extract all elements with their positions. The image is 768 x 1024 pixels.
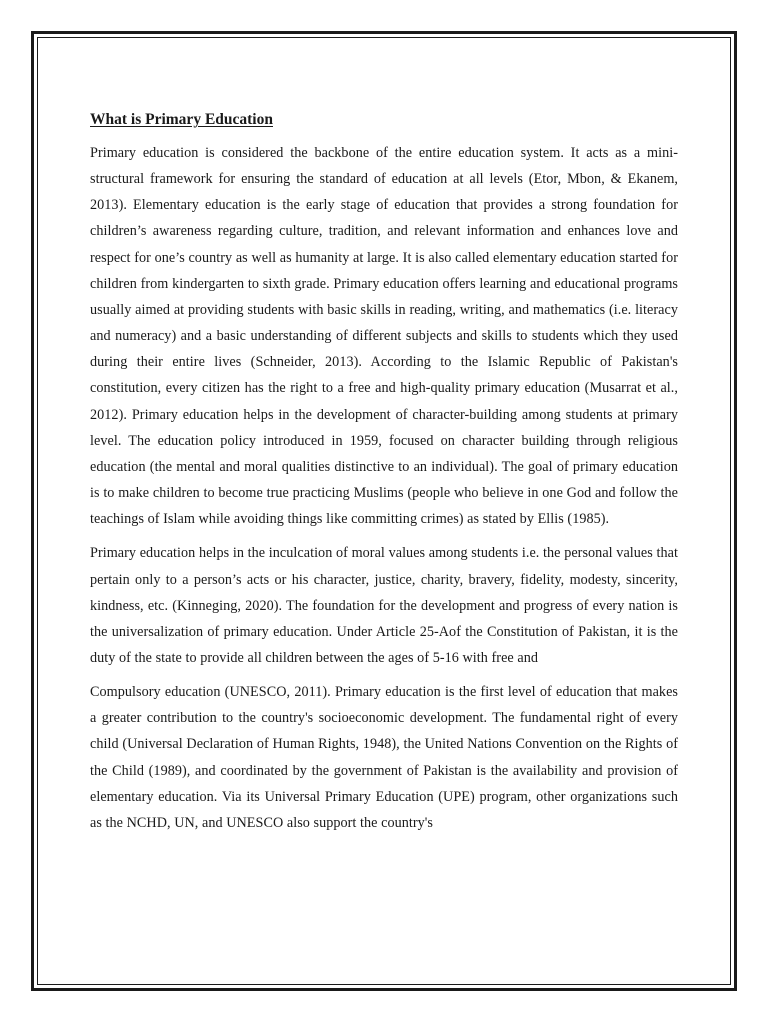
document-body [90,108,678,836]
document-title: What is Primary Education [90,111,273,128]
paragraph-3: Compulsory education (UNESCO, 2011). Primary education is the first level of education that makes a greater contribution to the country's socioeconomic development. The fundamental right of every child (Universal Declaration of Human Rights, 1948), the United Nations Convention on the Rights of the Child (1989), and coordinated by the government of Pakistan is the availability and provision of elementary education. Via its Universal Primary Education (UPE) program, other organizations such as the NCHD, UN, and UNESCO also support the country's [90,684,678,831]
paragraph-2: Primary education helps in the inculcation of moral values among students i.e. the personal values that pertain only to a person’s acts or his character, justice, charity, bravery, fidelity, modesty, sincerity, kindness, etc. (Kinneging, 2020). The foundation for the development and progress of every nation is the universalization of primary education. Under Article 25-Aof the Constitution of Pakistan, it is the duty of the state to provide all children between the ages of 5-16 with free and [90,545,678,666]
paragraph-1: Primary education is considered the backbone of the entire education system. It acts as a mini-structural framework for ensuring the standard of education at all levels (Etor, Mbon, & Ekanem, 2013). Elementary education is the early stage of education that provides a strong foundation for children’s awareness regarding culture, tradition, and relevant information and enhances love and respect for one’s country as well as humanity at large. It is also called elementary education started for children from kindergarten to sixth grade. Primary education offers learning and educational programs usually aimed at providing students with basic skills in reading, writing, and mathematics (i.e. literacy and numeracy) and a basic understanding of different subjects and skills to students which they used during their entire lives (Schneider, 2013). According to the Islamic Republic of Pakistan's constitution, every citizen has the right to a free and high-quality primary education (Musarrat et al., 2012). Primary education helps in the development of character-building among students at primary level. The education policy introduced in 1959, focused on character building through religious education (the mental and moral qualities distinctive to an individual). The goal of primary education is to make children to become true practicing Muslims (people who believe in one God and follow the teachings of Islam while avoiding things like committing crimes) as stated by Ellis (1985). [90,145,678,528]
